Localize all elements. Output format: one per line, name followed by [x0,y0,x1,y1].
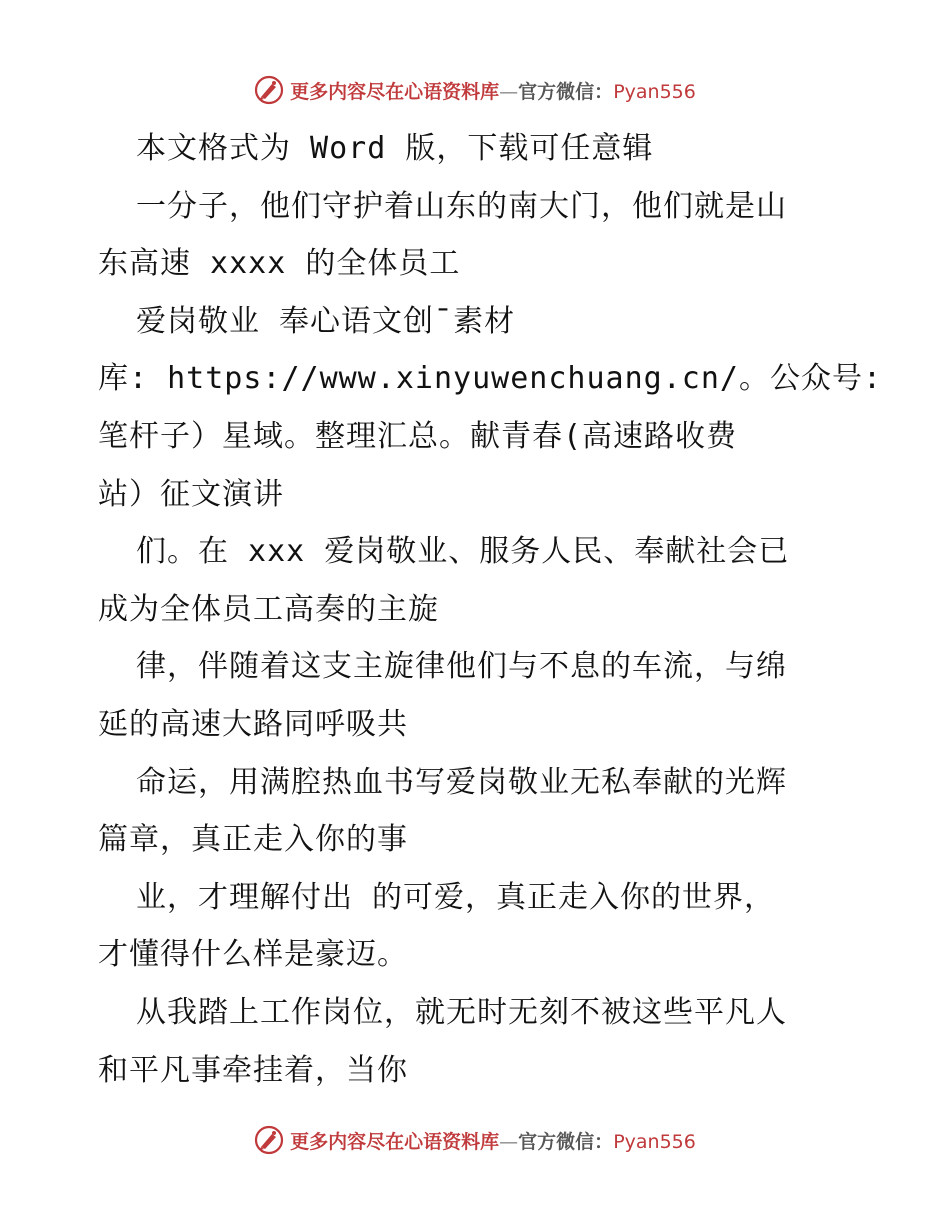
text-line-13: 篇章，真正走入你的事 [98,822,408,858]
footer-wechat-id: Pyan556 [613,1130,696,1153]
header-watermark [0,70,950,110]
footer-wechat-label: 官方微信： [518,1130,614,1153]
header-brand-text: 更多内容尽在心语资料库 [290,80,500,103]
text-line-2: 一分子，他们守护着山东的南大门，他们就是山 [136,188,787,224]
footer-brand-text: 更多内容尽在心语资料库 [290,1130,500,1153]
text-line-6: 笔杆子）星域。整理汇总。献青春(高速路收费 [98,418,738,454]
text-line-9: 成为全体员工高奏的主旋 [98,591,439,627]
text-line-16: 从我踏上工作岗位，就无时无刻不被这些平凡人 [136,994,787,1030]
text-line-10: 律，伴随着这支主旋律他们与不息的车流，与绵 [136,649,787,685]
text-line-8: 们。在 xxx 爱岗敬业、服务人民、奉献社会已 [136,534,790,570]
text-line-7: 站）征文演讲 [98,476,284,512]
text-line-17: 和平凡事牵挂着，当你 [98,1052,408,1088]
text-line-1: 本文格式为 Word 版，下载可任意辑 [136,131,654,166]
text-line-15: 才懂得什么样是豪迈。 [98,937,408,973]
pen-logo-icon [254,75,284,105]
text-line-12: 命运，用满腔热血书写爱岗敬业无私奉献的光辉 [136,764,787,800]
header-wechat-label: 官方微信： [518,80,614,103]
text-line-14: 业，才理解付出 的可爱，真正走入你的世界， [136,879,776,915]
document-body [98,120,883,1099]
footer-watermark [0,1120,950,1160]
header-wechat-id: Pyan556 [613,80,696,103]
text-line-11: 延的高速大路同呼吸共 [98,706,408,742]
footer-dash: — [499,1130,519,1153]
text-line-3: 东高速 xxxx 的全体员工 [98,246,461,282]
text-line-4: 爱岗敬业 奉心语文创¯素材 [136,303,516,339]
text-line-5: 库: https://www.xinyuwenchuang.cn/。公众号: [98,361,883,397]
pen-logo-icon [254,1125,284,1155]
header-dash: — [499,80,519,103]
